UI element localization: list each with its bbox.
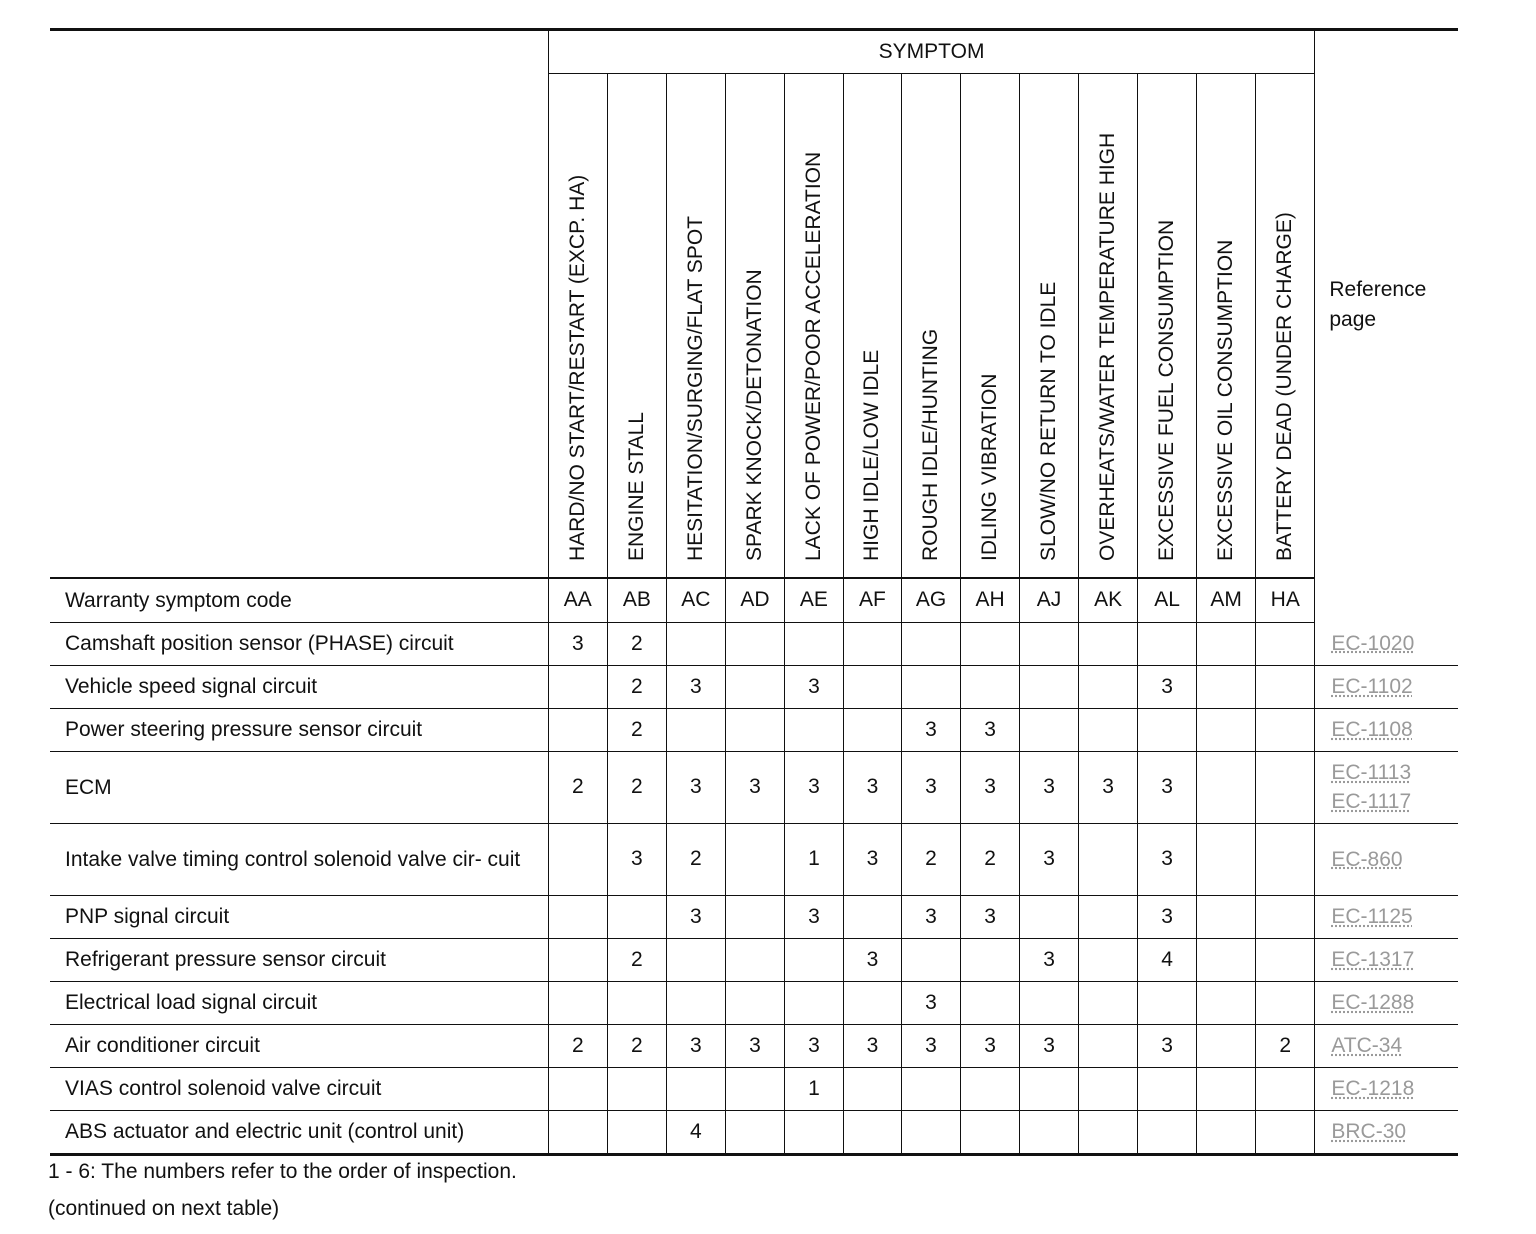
reference-cell — [1315, 751, 1458, 823]
inspection-order-cell: 3 — [666, 1024, 725, 1067]
symptom-label: BATTERY DEAD (UNDER CHARGE) — [1273, 212, 1297, 561]
inspection-order-cell — [784, 1110, 843, 1154]
inspection-order-cell — [1138, 708, 1197, 751]
inspection-order-cell — [901, 622, 960, 665]
inspection-order-cell: 3 — [1020, 823, 1079, 895]
inspection-order-cell: 3 — [901, 895, 960, 938]
inspection-order-cell — [901, 1110, 960, 1154]
table-row — [50, 622, 1458, 665]
item-name: Intake valve timing control solenoid valve cir- cuit — [50, 823, 548, 895]
inspection-order-cell — [666, 1067, 725, 1110]
inspection-order-cell — [1079, 895, 1138, 938]
item-name: ECM — [50, 751, 548, 823]
inspection-order-cell — [1079, 1110, 1138, 1154]
symptom-label: OVERHEATS/WATER TEMPERATURE HIGH — [1096, 132, 1120, 561]
inspection-order-cell: 4 — [1138, 938, 1197, 981]
symptom-column-header — [843, 74, 901, 579]
inspection-order-cell: 3 — [961, 1024, 1020, 1067]
symptom-label: HARD/NO START/RESTART (EXCP. HA) — [565, 174, 589, 561]
inspection-order-cell: 1 — [784, 823, 843, 895]
inspection-order-cell — [784, 622, 843, 665]
reference-cell — [1315, 1024, 1458, 1067]
reference-page-header: Reference page — [1315, 30, 1458, 579]
inspection-order-cell: 2 — [961, 823, 1020, 895]
inspection-order-cell — [607, 981, 666, 1024]
inspection-order-cell — [548, 981, 607, 1024]
inspection-order-cell — [666, 622, 725, 665]
inspection-order-cell — [1197, 1067, 1256, 1110]
reference-cell — [1315, 981, 1458, 1024]
inspection-order-cell — [1197, 1110, 1256, 1154]
inspection-order-cell: 3 — [725, 1024, 784, 1067]
reference-link[interactable]: EC-1218 — [1331, 1077, 1415, 1100]
symptom-label: HESITATION/SURGING/FLAT SPOT — [683, 216, 707, 561]
inspection-order-cell — [725, 823, 784, 895]
inspection-order-cell — [666, 981, 725, 1024]
warranty-code-cell: AD — [725, 578, 784, 622]
reference-link[interactable]: EC-1108 — [1331, 718, 1413, 741]
inspection-order-cell — [607, 1067, 666, 1110]
reference-link[interactable]: EC-1317 — [1331, 948, 1415, 971]
inspection-order-cell — [961, 1110, 1020, 1154]
table-row — [50, 1024, 1458, 1067]
inspection-order-cell — [1197, 622, 1256, 665]
inspection-order-cell — [1256, 665, 1315, 708]
inspection-order-cell — [1020, 1110, 1079, 1154]
inspection-order-cell — [548, 708, 607, 751]
warranty-code-cell: AH — [961, 578, 1020, 622]
inspection-order-cell — [961, 665, 1020, 708]
reference-link[interactable]: EC-1288 — [1331, 991, 1415, 1014]
reference-link[interactable]: EC-1113 — [1331, 761, 1412, 784]
warranty-code-cell: AK — [1079, 578, 1138, 622]
inspection-order-cell: 3 — [1138, 1024, 1197, 1067]
symptom-column-header — [1197, 74, 1256, 579]
inspection-order-cell — [784, 981, 843, 1024]
inspection-order-cell — [1197, 1024, 1256, 1067]
symptom-label: ENGINE STALL — [624, 412, 648, 561]
inspection-order-cell — [901, 1067, 960, 1110]
inspection-order-cell — [1079, 981, 1138, 1024]
inspection-order-cell — [1197, 981, 1256, 1024]
inspection-order-cell — [901, 665, 960, 708]
inspection-order-cell — [1197, 895, 1256, 938]
symptom-label: EXCESSIVE OIL CONSUMPTION — [1214, 239, 1238, 561]
inspection-order-cell: 2 — [548, 1024, 607, 1067]
symptom-label: EXCESSIVE FUEL CONSUMPTION — [1155, 219, 1179, 561]
symptom-column-header — [1020, 74, 1079, 579]
inspection-order-cell — [548, 665, 607, 708]
inspection-order-cell — [1256, 938, 1315, 981]
inspection-order-cell — [1138, 1067, 1197, 1110]
inspection-order-cell — [725, 938, 784, 981]
inspection-order-cell — [901, 938, 960, 981]
item-name: Refrigerant pressure sensor circuit — [50, 938, 548, 981]
inspection-order-cell: 3 — [666, 665, 725, 708]
symptom-column-header — [1138, 74, 1197, 579]
inspection-order-cell — [1079, 823, 1138, 895]
warranty-code-cell: AE — [784, 578, 843, 622]
inspection-order-cell — [725, 895, 784, 938]
inspection-order-cell — [843, 622, 901, 665]
inspection-order-cell: 3 — [1020, 938, 1079, 981]
inspection-order-cell — [961, 622, 1020, 665]
inspection-order-cell — [1079, 622, 1138, 665]
inspection-order-cell: 3 — [1020, 751, 1079, 823]
inspection-order-note: 1 - 6: The numbers refer to the order of inspection. — [48, 1160, 517, 1183]
inspection-order-cell — [1256, 622, 1315, 665]
inspection-order-cell: 3 — [784, 895, 843, 938]
symptom-label: LACK OF POWER/POOR ACCELERATION — [801, 151, 825, 561]
inspection-order-cell — [725, 665, 784, 708]
inspection-order-cell — [548, 895, 607, 938]
reference-cell — [1315, 622, 1458, 665]
warranty-code-cell: AB — [607, 578, 666, 622]
inspection-order-cell — [843, 1067, 901, 1110]
reference-cell — [1315, 895, 1458, 938]
inspection-order-cell: 3 — [784, 1024, 843, 1067]
reference-cell — [1315, 823, 1458, 895]
inspection-order-cell — [1197, 708, 1256, 751]
inspection-order-cell — [548, 823, 607, 895]
inspection-order-cell — [725, 708, 784, 751]
inspection-order-cell — [725, 622, 784, 665]
reference-cell — [1315, 1110, 1458, 1154]
inspection-order-cell: 3 — [961, 708, 1020, 751]
inspection-order-cell — [725, 1067, 784, 1110]
table-row — [50, 1067, 1458, 1110]
inspection-order-cell — [1020, 622, 1079, 665]
inspection-order-cell: 2 — [901, 823, 960, 895]
inspection-order-cell — [607, 895, 666, 938]
inspection-order-cell — [1256, 981, 1315, 1024]
symptom-label: ROUGH IDLE/HUNTING — [919, 328, 942, 561]
inspection-order-cell: 3 — [901, 708, 960, 751]
inspection-order-cell — [1256, 1110, 1315, 1154]
inspection-order-cell: 2 — [607, 751, 666, 823]
table-row — [50, 895, 1458, 938]
reference-cell — [1315, 1067, 1458, 1110]
table-row — [50, 1110, 1458, 1154]
inspection-order-cell — [1256, 823, 1315, 895]
symptom-label: HIGH IDLE/LOW IDLE — [860, 349, 884, 561]
inspection-order-cell: 3 — [901, 1024, 960, 1067]
inspection-order-cell: 3 — [548, 622, 607, 665]
inspection-order-cell: 4 — [666, 1110, 725, 1154]
item-name: Power steering pressure sensor circuit — [50, 708, 548, 751]
inspection-order-cell — [1079, 938, 1138, 981]
inspection-order-cell: 2 — [607, 1024, 666, 1067]
warranty-code-cell: AG — [901, 578, 960, 622]
inspection-order-cell — [1256, 751, 1315, 823]
symptom-column-header — [548, 74, 607, 579]
inspection-order-cell — [843, 665, 901, 708]
inspection-order-cell — [725, 1110, 784, 1154]
reference-link[interactable]: EC-860 — [1331, 847, 1403, 871]
inspection-order-cell: 3 — [784, 751, 843, 823]
item-name: Air conditioner circuit — [50, 1024, 548, 1067]
inspection-order-cell — [843, 1110, 901, 1154]
inspection-order-cell — [1079, 665, 1138, 708]
warranty-code-cell: AM — [1197, 578, 1256, 622]
inspection-order-cell — [961, 981, 1020, 1024]
inspection-order-cell — [1197, 751, 1256, 823]
inspection-order-cell: 3 — [1020, 1024, 1079, 1067]
inspection-order-cell: 3 — [901, 751, 960, 823]
reference-link[interactable]: ATC-34 — [1331, 1034, 1403, 1057]
table-row — [50, 938, 1458, 981]
inspection-order-cell — [725, 981, 784, 1024]
inspection-order-cell: 2 — [548, 751, 607, 823]
inspection-order-cell — [607, 1110, 666, 1154]
warranty-code-label: Warranty symptom code — [50, 578, 548, 622]
inspection-order-cell — [843, 708, 901, 751]
inspection-order-cell — [1079, 1024, 1138, 1067]
symptom-column-header — [901, 74, 960, 579]
symptom-header: SYMPTOM — [548, 30, 1315, 74]
symptom-column-header — [607, 74, 666, 579]
symptom-column-header — [666, 74, 725, 579]
inspection-order-cell — [784, 708, 843, 751]
reference-cell — [1315, 708, 1458, 751]
inspection-order-cell: 3 — [901, 981, 960, 1024]
inspection-order-cell: 2 — [666, 823, 725, 895]
inspection-order-cell: 3 — [843, 938, 901, 981]
warranty-code-cell: AJ — [1020, 578, 1079, 622]
inspection-order-cell: 3 — [666, 751, 725, 823]
reference-link[interactable]: EC-1102 — [1331, 675, 1413, 698]
inspection-order-cell: 3 — [784, 665, 843, 708]
inspection-order-cell: 3 — [1138, 895, 1197, 938]
inspection-order-cell — [1256, 1067, 1315, 1110]
symptom-label: SLOW/NO RETURN TO IDLE — [1037, 281, 1061, 561]
item-name: Vehicle speed signal circuit — [50, 665, 548, 708]
inspection-order-cell: 3 — [961, 751, 1020, 823]
symptom-label: IDLING VIBRATION — [978, 373, 1002, 561]
inspection-order-cell — [1138, 981, 1197, 1024]
inspection-order-cell: 3 — [666, 895, 725, 938]
item-name: PNP signal circuit — [50, 895, 548, 938]
warranty-code-cell: AL — [1138, 578, 1197, 622]
inspection-order-cell: 3 — [843, 751, 901, 823]
table-row — [50, 823, 1458, 895]
inspection-order-cell: 2 — [607, 665, 666, 708]
reference-link[interactable]: EC-1125 — [1331, 905, 1413, 928]
table-row — [50, 751, 1458, 823]
inspection-order-cell — [548, 1110, 607, 1154]
inspection-order-cell — [843, 981, 901, 1024]
reference-link[interactable]: EC-1020 — [1331, 631, 1415, 655]
inspection-order-cell: 2 — [1256, 1024, 1315, 1067]
inspection-order-cell: 3 — [843, 1024, 901, 1067]
inspection-order-cell — [1138, 1110, 1197, 1154]
symptom-column-header — [1079, 74, 1138, 579]
warranty-code-cell: AC — [666, 578, 725, 622]
inspection-order-cell — [961, 938, 1020, 981]
symptom-table — [50, 28, 1458, 1156]
table-row — [50, 981, 1458, 1024]
item-name: Camshaft position sensor (PHASE) circuit — [50, 622, 548, 665]
inspection-order-cell: 2 — [607, 708, 666, 751]
reference-cell — [1315, 938, 1458, 981]
row-header-blank — [50, 30, 548, 579]
item-name: Electrical load signal circuit — [50, 981, 548, 1024]
inspection-order-cell: 3 — [1138, 823, 1197, 895]
table-row — [50, 708, 1458, 751]
inspection-order-cell — [1256, 708, 1315, 751]
warranty-code-cell: AF — [843, 578, 901, 622]
symptom-column-header — [1256, 74, 1315, 579]
inspection-order-cell — [1020, 895, 1079, 938]
inspection-order-cell — [548, 938, 607, 981]
inspection-order-cell — [1079, 708, 1138, 751]
warranty-code-cell: HA — [1256, 578, 1315, 622]
inspection-order-cell — [784, 938, 843, 981]
inspection-order-cell: 3 — [843, 823, 901, 895]
warranty-code-ref-blank — [1315, 578, 1458, 622]
warranty-code-row — [50, 578, 1458, 622]
inspection-order-cell — [1197, 665, 1256, 708]
inspection-order-cell — [1256, 895, 1315, 938]
item-name: ABS actuator and electric unit (control unit) — [50, 1110, 548, 1154]
inspection-order-cell — [1020, 1067, 1079, 1110]
symptom-column-header — [725, 74, 784, 579]
continued-note: (continued on next table) — [48, 1197, 280, 1220]
inspection-order-cell — [961, 1067, 1020, 1110]
inspection-order-cell — [1079, 1067, 1138, 1110]
inspection-order-cell: 3 — [1079, 751, 1138, 823]
warranty-code-cell: AA — [548, 578, 607, 622]
inspection-order-cell — [843, 895, 901, 938]
inspection-order-cell: 1 — [784, 1067, 843, 1110]
item-name: VIAS control solenoid valve circuit — [50, 1067, 548, 1110]
inspection-order-cell — [1138, 622, 1197, 665]
inspection-order-cell: 3 — [1138, 751, 1197, 823]
inspection-order-cell: 3 — [607, 823, 666, 895]
table-row — [50, 665, 1458, 708]
inspection-order-cell: 3 — [1138, 665, 1197, 708]
inspection-order-cell — [1020, 708, 1079, 751]
reference-link[interactable]: EC-1117 — [1331, 790, 1412, 813]
inspection-order-cell: 3 — [961, 895, 1020, 938]
inspection-order-cell: 2 — [607, 622, 666, 665]
inspection-order-cell — [548, 1067, 607, 1110]
inspection-order-cell — [1197, 938, 1256, 981]
inspection-order-cell — [1020, 981, 1079, 1024]
reference-link[interactable]: BRC-30 — [1331, 1120, 1407, 1143]
symptom-label: SPARK KNOCK/DETONATION — [742, 269, 766, 561]
inspection-order-cell — [666, 938, 725, 981]
inspection-order-cell: 3 — [725, 751, 784, 823]
reference-cell — [1315, 665, 1458, 708]
symptom-column-header — [784, 74, 843, 579]
inspection-order-cell — [1020, 665, 1079, 708]
symptom-column-header — [961, 74, 1020, 579]
inspection-order-cell — [666, 708, 725, 751]
inspection-order-cell: 2 — [607, 938, 666, 981]
inspection-order-cell — [1197, 823, 1256, 895]
